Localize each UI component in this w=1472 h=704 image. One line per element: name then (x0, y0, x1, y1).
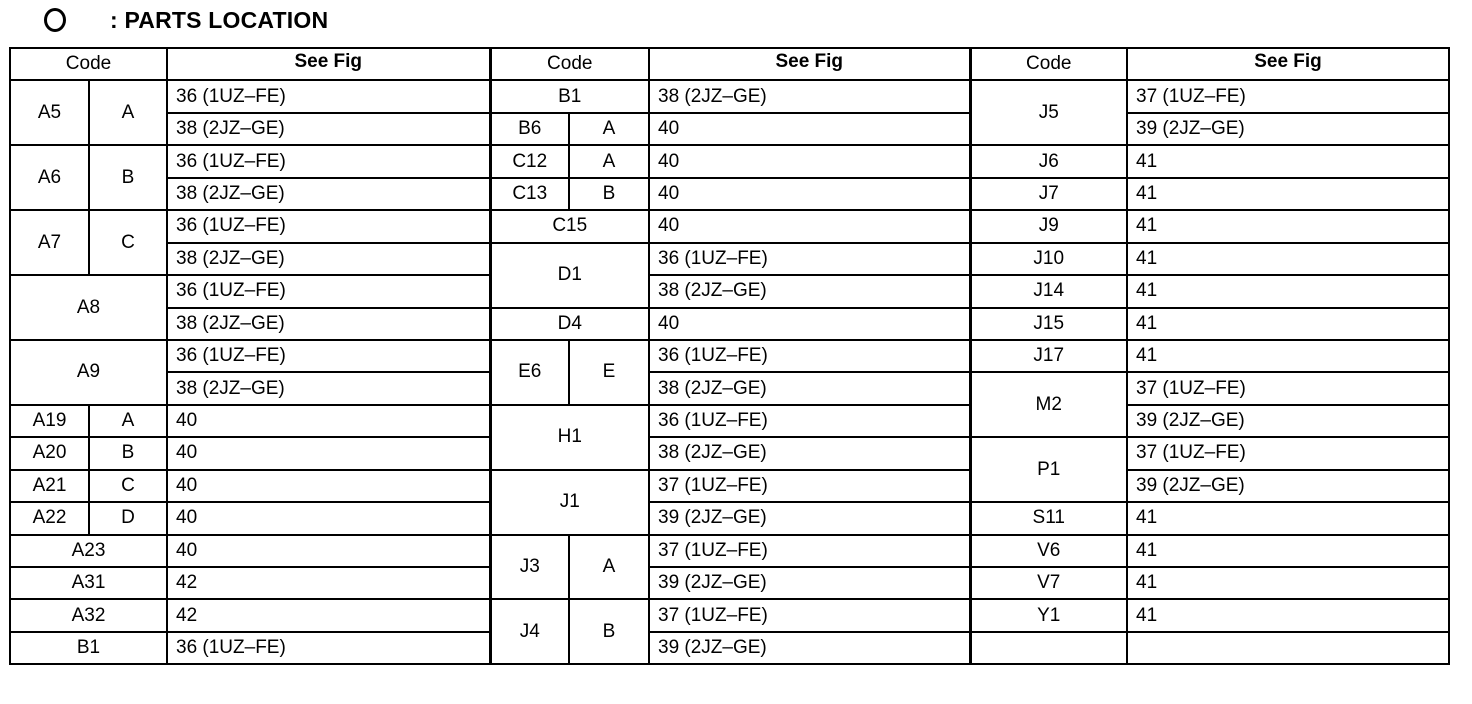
code-cell: A31 (10, 567, 167, 599)
code-cell: A8 (10, 275, 167, 340)
see-fig-cell: 41 (1127, 243, 1449, 275)
see-fig-cell: 41 (1127, 599, 1449, 631)
code-cell: E6 (490, 340, 569, 405)
table-row (10, 437, 1449, 469)
table-row (10, 275, 1449, 307)
see-fig-cell: 41 (1127, 308, 1449, 340)
sub-code-cell: E (569, 340, 649, 405)
see-fig-cell: 38 (2JZ–GE) (649, 372, 970, 404)
see-fig-cell (1127, 632, 1449, 664)
table-row (10, 145, 1449, 177)
code-cell: H1 (490, 405, 649, 470)
code-cell: V6 (970, 535, 1127, 567)
table-row (10, 567, 1449, 599)
table-row (10, 243, 1449, 275)
see-fig-cell: 36 (1UZ–FE) (167, 210, 490, 242)
code-cell: J1 (490, 470, 649, 535)
code-cell: C13 (490, 178, 569, 210)
see-fig-cell: 40 (167, 437, 490, 469)
code-cell: V7 (970, 567, 1127, 599)
table-row (10, 535, 1449, 567)
table-row (10, 405, 1449, 437)
see-fig-cell: 40 (167, 502, 490, 534)
code-cell: C12 (490, 145, 569, 177)
code-header-3: Code (970, 48, 1127, 80)
see-fig-cell: 41 (1127, 145, 1449, 177)
see-fig-cell: 40 (649, 308, 970, 340)
see-fig-cell: 38 (2JZ–GE) (649, 275, 970, 307)
see-fig-cell: 36 (1UZ–FE) (167, 275, 490, 307)
page-title (44, 4, 328, 36)
see-fig-cell: 40 (167, 405, 490, 437)
see-fig-cell: 36 (1UZ–FE) (167, 80, 490, 112)
code-cell: B1 (490, 80, 649, 112)
code-cell: J6 (970, 145, 1127, 177)
code-cell: A19 (10, 405, 89, 437)
table-row (10, 210, 1449, 242)
code-cell: J14 (970, 275, 1127, 307)
see-fig-cell: 40 (649, 210, 970, 242)
table-row (10, 340, 1449, 372)
see-fig-cell: 41 (1127, 567, 1449, 599)
code-cell: M2 (970, 372, 1127, 437)
sub-code-cell: C (89, 470, 167, 502)
see-fig-cell: 42 (167, 567, 490, 599)
see-fig-cell: 41 (1127, 275, 1449, 307)
see-fig-cell: 41 (1127, 535, 1449, 567)
see-fig-cell: 39 (2JZ–GE) (649, 567, 970, 599)
code-cell: Y1 (970, 599, 1127, 631)
see-fig-cell: 41 (1127, 340, 1449, 372)
sub-code-cell: A (89, 405, 167, 437)
table-row (10, 178, 1449, 210)
code-cell: D1 (490, 243, 649, 308)
title-text: : PARTS LOCATION (110, 6, 329, 33)
code-cell: J10 (970, 243, 1127, 275)
see-fig-header-1: See Fig (167, 48, 490, 80)
see-fig-cell: 41 (1127, 502, 1449, 534)
code-cell: B6 (490, 113, 569, 145)
sub-code-cell: B (569, 599, 649, 664)
see-fig-cell: 36 (1UZ–FE) (167, 145, 490, 177)
see-fig-header-2: See Fig (649, 48, 970, 80)
see-fig-cell: 42 (167, 599, 490, 631)
code-header-1: Code (10, 48, 167, 80)
code-cell: A9 (10, 340, 167, 405)
see-fig-cell: 36 (1UZ–FE) (649, 405, 970, 437)
code-cell: D4 (490, 308, 649, 340)
see-fig-cell: 38 (2JZ–GE) (649, 80, 970, 112)
see-fig-cell: 40 (649, 178, 970, 210)
see-fig-cell: 36 (1UZ–FE) (167, 340, 490, 372)
see-fig-header-3: See Fig (1127, 48, 1449, 80)
see-fig-cell: 37 (1UZ–FE) (1127, 437, 1449, 469)
see-fig-cell: 38 (2JZ–GE) (167, 372, 490, 404)
see-fig-cell: 40 (167, 470, 490, 502)
code-cell: A5 (10, 80, 89, 145)
table-row (10, 470, 1449, 502)
circle-icon (44, 8, 66, 32)
sub-code-cell: B (89, 145, 167, 210)
code-cell: A6 (10, 145, 89, 210)
code-cell: S11 (970, 502, 1127, 534)
table-row (10, 113, 1449, 145)
sub-code-cell: A (569, 113, 649, 145)
see-fig-cell: 41 (1127, 178, 1449, 210)
sub-code-cell: B (569, 178, 649, 210)
sub-code-cell: C (89, 210, 167, 275)
parts-location-table (9, 47, 1450, 665)
code-cell: C15 (490, 210, 649, 242)
code-cell: A21 (10, 470, 89, 502)
see-fig-cell: 37 (1UZ–FE) (649, 470, 970, 502)
sub-code-cell: A (89, 80, 167, 145)
see-fig-cell: 38 (2JZ–GE) (649, 437, 970, 469)
see-fig-cell: 36 (1UZ–FE) (167, 632, 490, 664)
code-cell: J3 (490, 535, 569, 600)
table-row (10, 80, 1449, 112)
code-header-2: Code (490, 48, 649, 80)
sub-code-cell: A (569, 535, 649, 600)
code-cell: P1 (970, 437, 1127, 502)
code-cell: A23 (10, 535, 167, 567)
see-fig-cell: 39 (2JZ–GE) (649, 502, 970, 534)
table-row (10, 372, 1449, 404)
sub-code-cell: A (569, 145, 649, 177)
see-fig-cell: 39 (2JZ–GE) (1127, 405, 1449, 437)
see-fig-cell: 38 (2JZ–GE) (167, 308, 490, 340)
code-cell: J15 (970, 308, 1127, 340)
table-row (10, 308, 1449, 340)
see-fig-cell: 40 (649, 145, 970, 177)
see-fig-cell: 38 (2JZ–GE) (167, 113, 490, 145)
code-cell: A22 (10, 502, 89, 534)
code-cell: J17 (970, 340, 1127, 372)
sub-code-cell: B (89, 437, 167, 469)
code-cell (970, 632, 1127, 664)
see-fig-cell: 38 (2JZ–GE) (167, 243, 490, 275)
see-fig-cell: 36 (1UZ–FE) (649, 340, 970, 372)
see-fig-cell: 39 (2JZ–GE) (1127, 470, 1449, 502)
see-fig-cell: 38 (2JZ–GE) (167, 178, 490, 210)
see-fig-cell: 37 (1UZ–FE) (1127, 80, 1449, 112)
code-cell: J4 (490, 599, 569, 664)
code-cell: J9 (970, 210, 1127, 242)
table-body (10, 80, 1449, 664)
table-row (10, 632, 1449, 664)
code-cell: A20 (10, 437, 89, 469)
see-fig-cell: 40 (649, 113, 970, 145)
code-cell: J7 (970, 178, 1127, 210)
sub-code-cell: D (89, 502, 167, 534)
see-fig-cell: 39 (2JZ–GE) (649, 632, 970, 664)
code-cell: A32 (10, 599, 167, 631)
see-fig-cell: 37 (1UZ–FE) (649, 599, 970, 631)
code-cell: B1 (10, 632, 167, 664)
header-row (10, 48, 1449, 80)
table-row (10, 502, 1449, 534)
table-row (10, 599, 1449, 631)
code-cell: A7 (10, 210, 89, 275)
see-fig-cell: 37 (1UZ–FE) (1127, 372, 1449, 404)
see-fig-cell: 40 (167, 535, 490, 567)
see-fig-cell: 39 (2JZ–GE) (1127, 113, 1449, 145)
see-fig-cell: 36 (1UZ–FE) (649, 243, 970, 275)
see-fig-cell: 41 (1127, 210, 1449, 242)
code-cell: J5 (970, 80, 1127, 145)
see-fig-cell: 37 (1UZ–FE) (649, 535, 970, 567)
